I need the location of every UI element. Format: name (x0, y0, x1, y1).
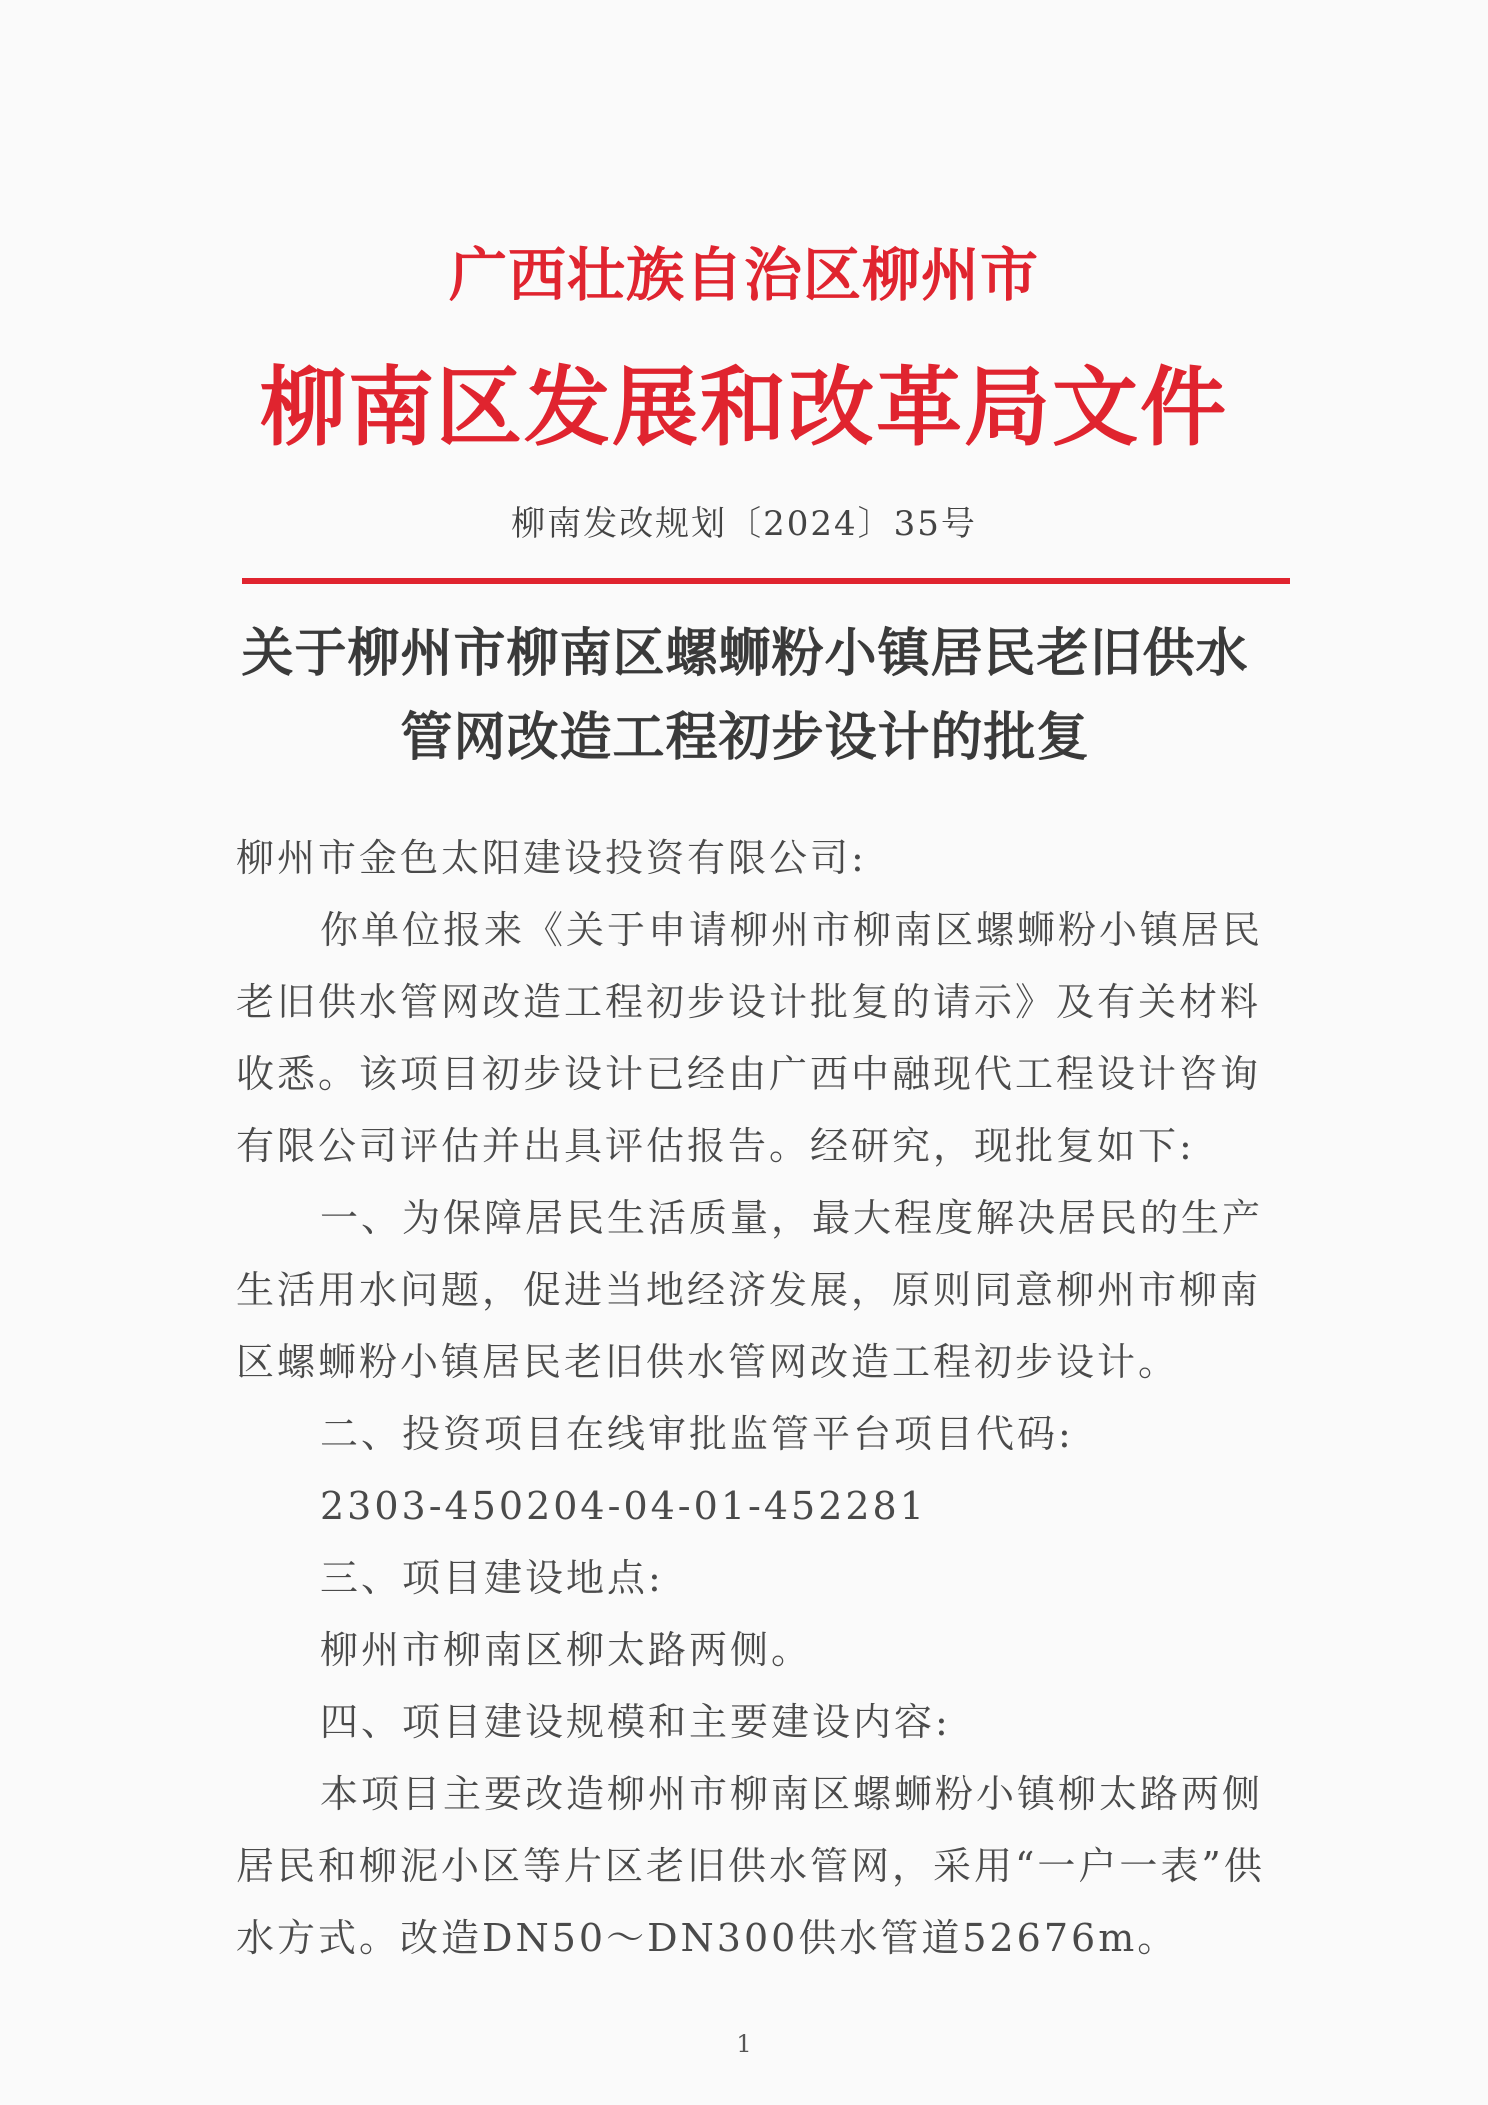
project-location: 柳州市柳南区柳太路两侧。 (320, 1628, 813, 1672)
issuer-region: 广西壮族自治区柳州市 (448, 241, 1039, 309)
section-location-heading: 三、项目建设地点: (320, 1556, 664, 1600)
addressee: 柳州市金色太阳建设投资有限公司: (236, 836, 867, 880)
section-scope-heading: 四、项目建设规模和主要建设内容: (320, 1700, 951, 1744)
document-number: 柳南发改规划〔2024〕35号 (511, 504, 977, 544)
page-number: 1 (736, 2030, 752, 2058)
issuer-office-document-header: 柳南区发展和改革局文件 (260, 358, 1228, 458)
title-line-1: 关于柳州市柳南区螺蛳粉小镇居民老旧供水 (241, 623, 1249, 684)
project-scope: 本项目主要改造柳州市柳南区螺蛳粉小镇柳太路两侧居民和柳泥小区等片区老旧供水管网，采用“一户一表”供水方式。改造DN50～DN300供水管道52676m。 (236, 1772, 1265, 1960)
section-project-code-heading: 二、投资项目在线审批监管平台项目代码: (320, 1412, 1074, 1456)
document-title (200, 612, 1290, 780)
project-code: 2303-450204-04-01-452281 (320, 1484, 927, 1528)
title-line-2: 管网改造工程初步设计的批复 (400, 707, 1090, 768)
document-body (236, 822, 1300, 1974)
red-separator-line (242, 578, 1290, 584)
paragraph-approval: 一、为保障居民生活质量，最大程度解决居民的生产生活用水问题，促进当地经济发展，原则同意柳州市柳南区螺蛳粉小镇居民老旧供水管网改造工程初步设计。 (236, 1196, 1264, 1384)
paragraph-request: 你单位报来《关于申请柳州市柳南区螺蛳粉小镇居民老旧供水管网改造工程初步设计批复的请示》及有关材料收悉。该项目初步设计已经由广西中融现代工程设计咨询有限公司评估并出具评估报告。经研究，现批复如下: (236, 908, 1264, 1168)
